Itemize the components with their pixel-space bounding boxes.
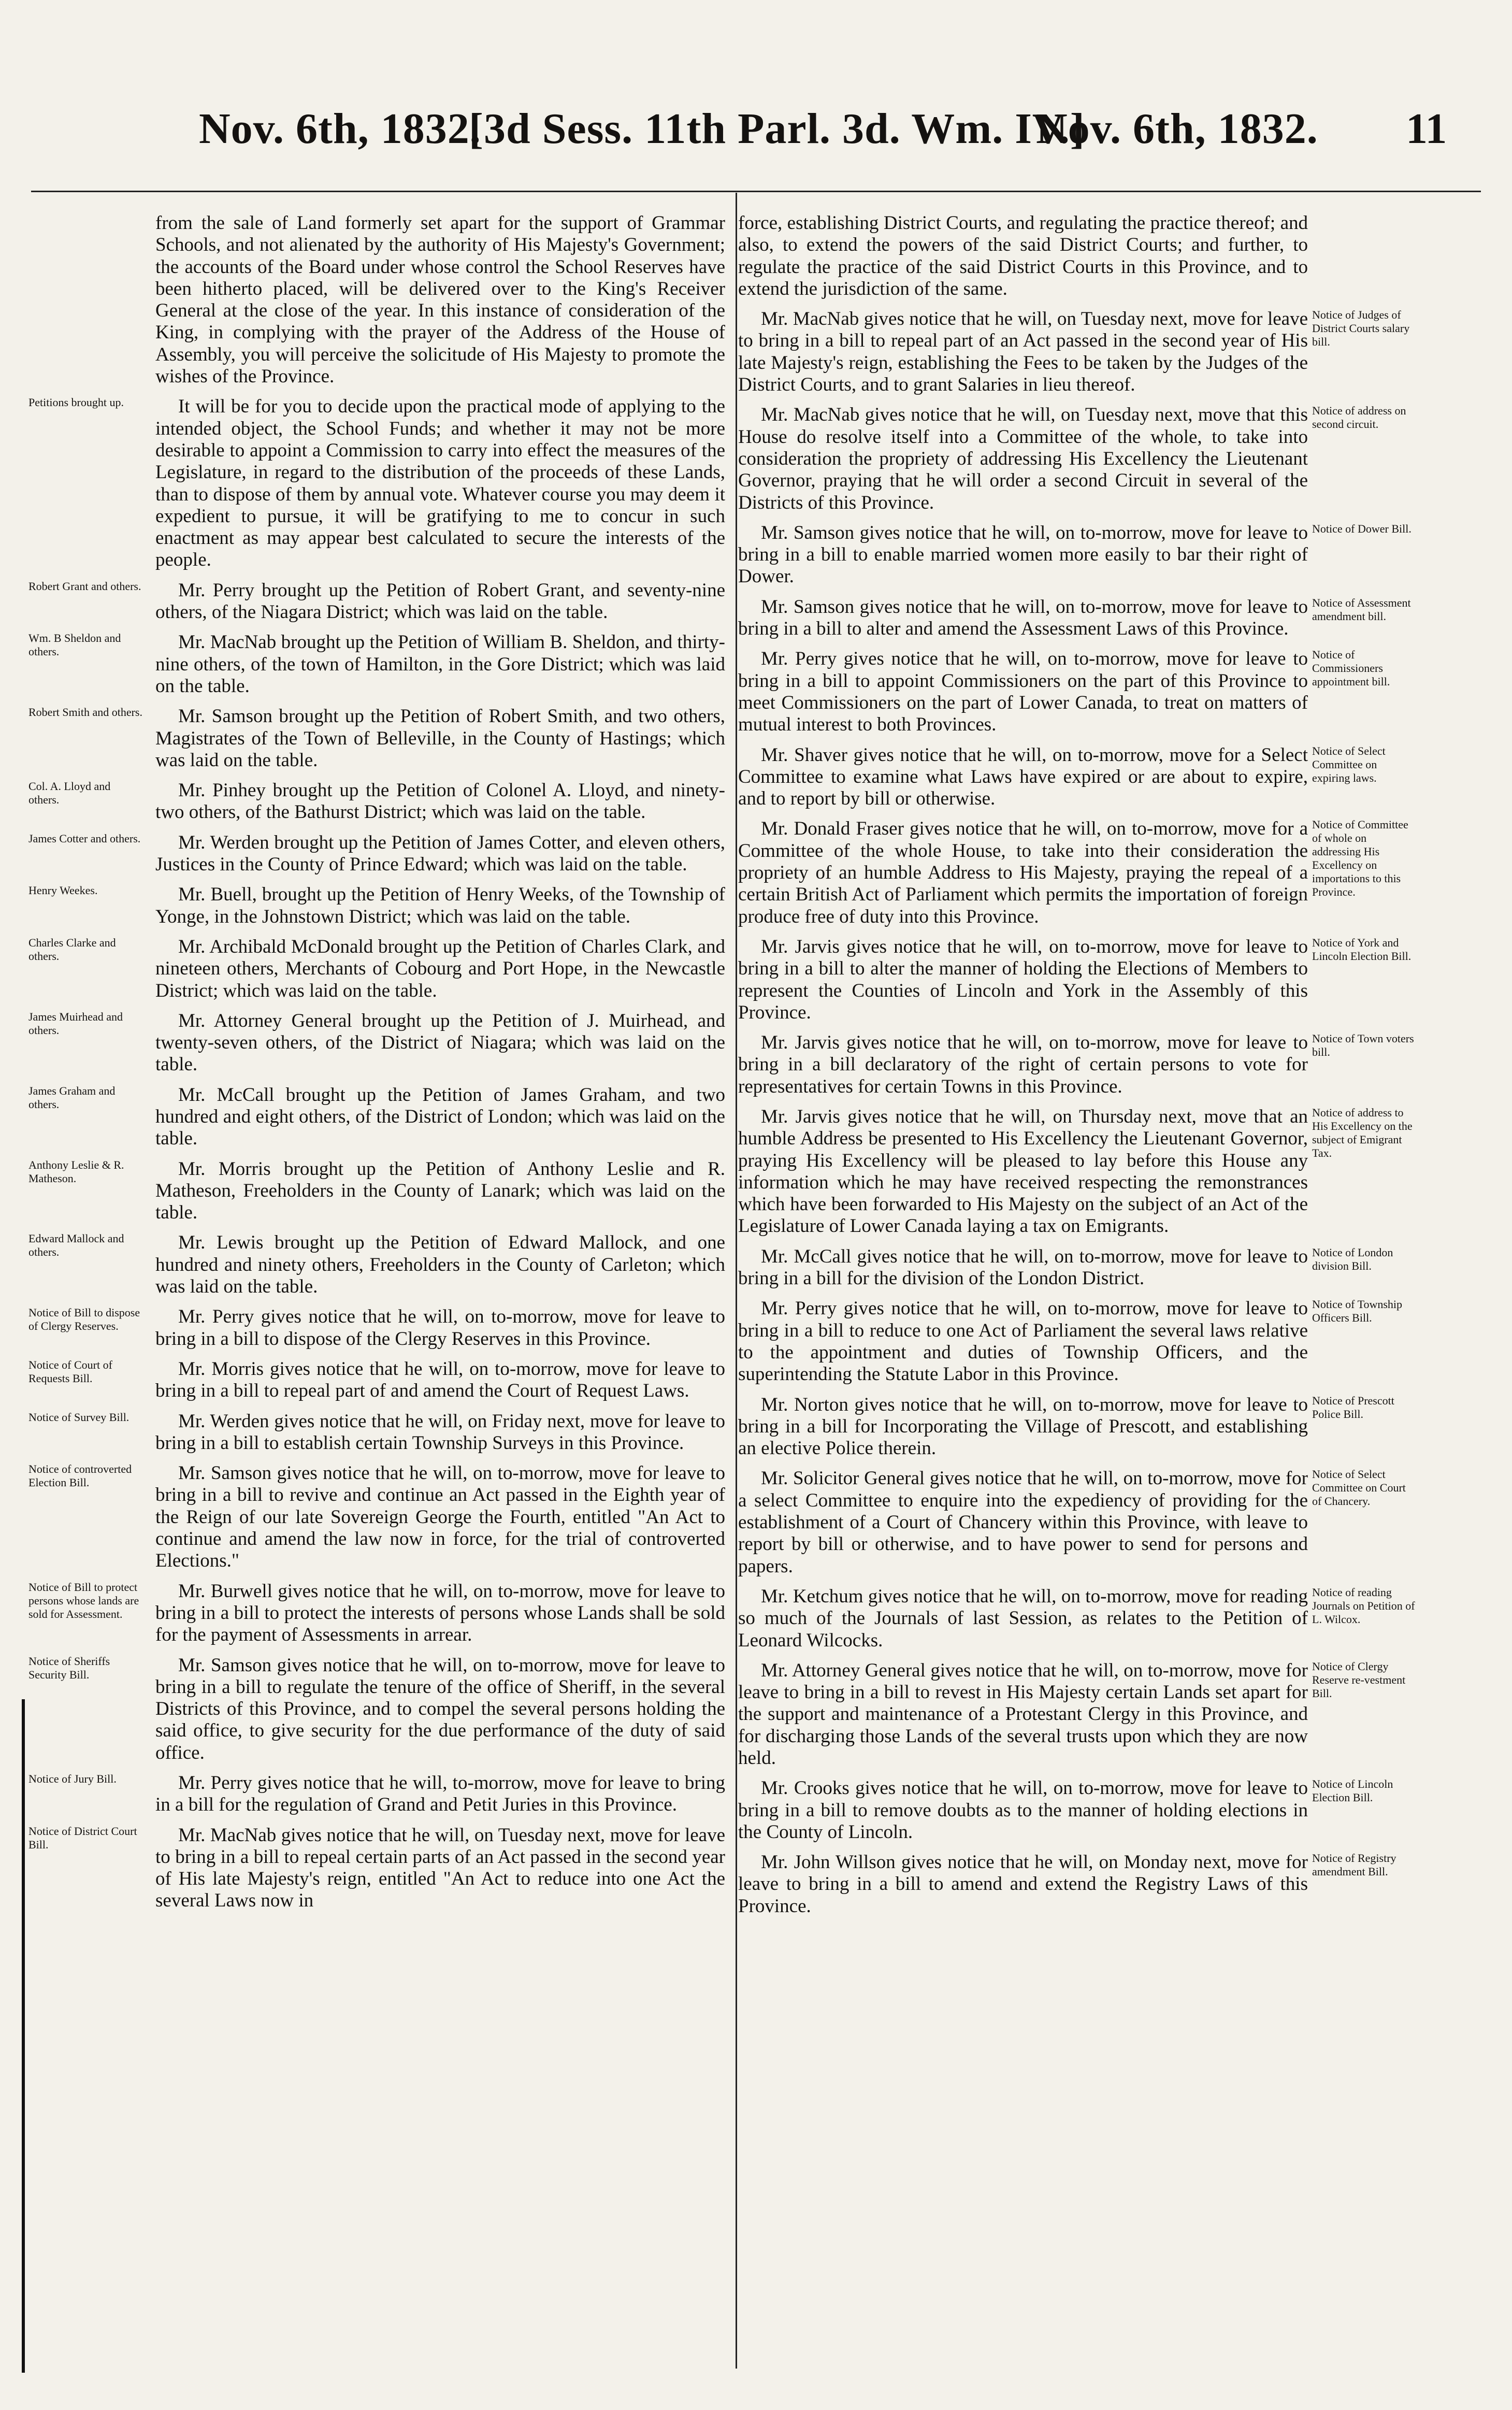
paragraph: [738, 1032, 1414, 1098]
paragraph-text: Mr. MacNab gives notice that he will, on Tuesday next, move for leave to bring in a bill to repeal certain parts of an Act passed in the second year of His late Majesty's reign, entitled "An Act to reduce into one Act the several Laws now in: [155, 1824, 725, 1912]
paragraph-text: Mr. Ketchum gives notice that he will, on to-morrow, move for reading so much of the Journals of last Session, as relates to the Petition of Leonard Wilcocks.: [738, 1585, 1308, 1651]
margin-note: Col. A. Lloyd and others.: [28, 780, 111, 807]
paragraph-text: Mr. Jarvis gives notice that he will, on to-morrow, move for leave to bring in a bill declaratory of the right of certain persons to vote for representatives for certain Towns in this Province.: [738, 1032, 1308, 1097]
column-divider: [736, 193, 737, 2369]
paragraph-text: Mr. Werden gives notice that he will, on Friday next, move for leave to bring in a bill to establish certain Township Surveys in this Province.: [155, 1410, 725, 1454]
margin-note: Notice of Sheriffs Security Bill.: [28, 1654, 110, 1681]
paragraph-text: Mr. Jarvis gives notice that he will, on Thursday next, move that an humble Address be presented to His Excellency the Lieutenant Governor, praying His Excellency will be pleased to lay before this House any information which he may have received respecting the remonstrances which have been forwarded to His Majesty on the subject of an Act of the Legislature of Lower Canada laying a tax on Emigrants.: [738, 1106, 1308, 1237]
paragraph: [28, 936, 725, 1002]
paragraph-text: force, establishing District Courts, and regulating the practice thereof; and also, to extend the powers of the said District Courts; and further, to regulate the practice of the said District Courts in this Province, and to extend the jurisdiction of the same.: [738, 212, 1308, 299]
paragraph-text: Mr. Samson gives notice that he will, on to-morrow, move for leave to bring in a bill to alter and amend the Assessment Laws of this Province.: [738, 596, 1308, 640]
paragraph: [738, 404, 1406, 513]
margin-note: Notice of Town voters bill.: [1312, 1032, 1414, 1059]
paragraph-text: Mr. McCall gives notice that he will, on to-morrow, move for leave to bring in a bill for the division of the London District.: [738, 1245, 1308, 1289]
paragraph: [28, 1654, 725, 1764]
paragraph-text: Mr. Archibald McDonald brought up the Petition of Charles Clark, and nineteen others, Merchants of Cobourg and Port Hope, in the Newcastle District; which was laid on the table.: [155, 936, 725, 1001]
paragraph: [738, 522, 1412, 588]
paragraph: [28, 831, 725, 876]
paragraph: [738, 936, 1412, 1024]
paragraph-text: Mr. MacNab gives notice that he will, on Tuesday next, move that this House do resolve itself into a Committee of the whole, to take into consideration the propriety of addressing His Excellency the Lieutenant Governor, praying that he will order a second Circuit in several of the Districts of this Province.: [738, 404, 1308, 513]
paragraph: [738, 596, 1411, 640]
paragraph-text: Mr. Perry gives notice that he will, on to-morrow, move for leave to bring in a bill to reduce to one Act of Parliament the several laws relative to the appointment and duties of Township Officers, and the superintending the Statute Labor in this Province.: [738, 1298, 1308, 1385]
margin-note: Henry Weekes.: [28, 884, 98, 897]
margin-note: Notice of reading Journals on Petition of L. Wilcox.: [1312, 1585, 1415, 1626]
paragraph: [28, 1772, 725, 1816]
margin-note: Notice of London division Bill.: [1312, 1245, 1393, 1272]
margin-note: Charles Clarke and others.: [28, 936, 116, 963]
margin-note: Notice of Survey Bill.: [28, 1410, 129, 1424]
paragraph: [738, 1585, 1415, 1652]
paragraph: [738, 308, 1410, 396]
paragraph-text: Mr. Werden brought up the Petition of James Cotter, and eleven others, Justices in the County of Prince Edward; which was laid on the table.: [155, 831, 725, 876]
paragraph: [738, 1852, 1396, 1917]
right-column: [738, 212, 1415, 1926]
margin-bar: [22, 1699, 25, 2373]
paragraph: [28, 1306, 725, 1350]
paragraph: [28, 1580, 725, 1646]
margin-note: James Muirhead and others.: [28, 1010, 123, 1037]
paragraph: [28, 1232, 725, 1298]
paragraph-text: Mr. Buell, brought up the Petition of Henry Weeks, of the Township of Yonge, in the Johnstown District; which was laid on the table.: [155, 884, 725, 927]
margin-note: Robert Smith and others.: [28, 706, 142, 719]
margin-note: James Graham and others.: [28, 1084, 116, 1111]
paragraph-text: It will be for you to decide upon the practical mode of applying to the intended object, the School Funds; and whether it may not be more desirable to appoint a Commission to carry into effect the measures of the Legislature, in regard to the distribution of the proceeds of these Lands, than to dispose of them by annual vote. Whatever course you may deem it expedient to pursue, it will be gratifying to me to concur in such enactment as may appear best calculated to secure the interests of the people.: [155, 396, 725, 571]
paragraph: [738, 1468, 1406, 1577]
paragraph: [738, 818, 1408, 927]
paragraph-text: Mr. John Willson gives notice that he will, on Monday next, move for leave to bring in a bill to amend and extend the Registry Laws of this Province.: [738, 1852, 1308, 1917]
margin-note: Notice of Assessment amendment bill.: [1312, 596, 1411, 623]
margin-note: Notice of Committee of whole on addressing His Excellency on importations to this Province.: [1312, 818, 1408, 899]
margin-note: Notice of Clergy Reserve re-vestment Bill.: [1312, 1659, 1406, 1700]
margin-note: Petitions brought up.: [28, 396, 124, 409]
paragraph: [28, 1158, 725, 1224]
paragraph: [738, 212, 1308, 300]
paragraph: [28, 1084, 725, 1150]
paragraph-text: Mr. Burwell gives notice that he will, on to-morrow, move for leave to bring in a bill to protect the interests of persons whose Lands shall be sold for the payment of Assessments in arrear.: [155, 1580, 725, 1646]
margin-note: Notice of Registry amendment Bill.: [1312, 1852, 1396, 1878]
paragraph: [28, 706, 725, 771]
margin-note: Notice of Prescott Police Bill.: [1312, 1394, 1394, 1421]
margin-note: Notice of Bill to protect persons whose lands are sold for Assessment.: [28, 1580, 139, 1620]
margin-note: James Cotter and others.: [28, 831, 141, 845]
margin-note: Notice of address to His Excellency on the subject of Emigrant Tax.: [1312, 1106, 1413, 1159]
margin-note: Notice of Bill to dispose of Clergy Reserves.: [28, 1306, 140, 1333]
paragraph: [28, 632, 725, 697]
paragraph-text: Mr. MacNab brought up the Petition of William B. Sheldon, and thirty-nine others, of the town of Hamilton, in the Gore District; which was laid on the table.: [155, 632, 725, 697]
left-column: [28, 212, 725, 1920]
margin-note: Notice of Commissioners appointment bill.: [1312, 648, 1390, 688]
paragraph-text: Mr. Samson gives notice that he will, on to-morrow, move for leave to bring in a bill to revive and continue an Act passed in the Eighth year of the Reign of our late Sovereign George the Fourth, entitled "An Act to continue and amend the law now in force, for the trial of controverted Elections.": [155, 1462, 725, 1572]
paragraph-text: Mr. Perry brought up the Petition of Robert Grant, and seventy-nine others, of the Niagara District; which was laid on the table.: [155, 579, 725, 623]
paragraph-text: Mr. Morris gives notice that he will, on to-morrow, move for leave to bring in a bill to repeal part of and amend the Court of Request Laws.: [155, 1358, 725, 1402]
paragraph: [28, 1824, 725, 1912]
margin-note: Notice of Township Officers Bill.: [1312, 1298, 1403, 1325]
paragraph: [738, 1298, 1403, 1385]
margin-note: Notice of York and Lincoln Election Bill.: [1312, 936, 1412, 963]
margin-note: Edward Mallock and others.: [28, 1232, 124, 1259]
paragraph-text: from the sale of Land formerly set apart for the support of Grammar Schools, and not alienated by the authority of His Majesty's Government; the accounts of the Board under whose control the School Reserves have been hitherto placed, will be delivered over to the King's Receiver General at the close of the year. In this instance of consideration of the King, in complying with the prayer of the Address of the House of Assembly, you will perceive the solicitude of His Majesty to promote the wishes of the Province.: [155, 212, 725, 388]
header-date-right: Nov. 6th, 1832.: [1036, 105, 1318, 153]
margin-note: Notice of Jury Bill.: [28, 1772, 117, 1785]
margin-note: Wm. B Sheldon and others.: [28, 632, 121, 658]
page-number: 11: [1406, 105, 1447, 153]
paragraph-text: Mr. McCall brought up the Petition of James Graham, and two hundred and eight others, of the District of London; which was laid on the table.: [155, 1084, 725, 1150]
paragraph: [28, 1358, 725, 1402]
paragraph-text: Mr. Donald Fraser gives notice that he will, on to-morrow, move for a Committee of the whole House, to take into their consideration the propriety of an humble Address to His Majesty, praying the repeal of a certain British Act of Parliament which permits the importation of foreign produce free of duty into this Province.: [738, 818, 1308, 927]
header-rule: [31, 191, 1481, 192]
margin-note: Notice of Select Committee on expiring laws.: [1312, 744, 1386, 784]
paragraph-text: Mr. Samson brought up the Petition of Robert Smith, and two others, Magistrates of the Town of Belleville, in the County of Hastings; which was laid on the table.: [155, 706, 725, 771]
paragraph: [155, 212, 725, 388]
paragraph-text: Mr. Perry gives notice that he will, on to-morrow, move for leave to bring in a bill to dispose of the Clergy Reserves in this Province.: [155, 1306, 725, 1350]
paragraph-text: Mr. Attorney General gives notice that he will, on to-morrow, move for leave to bring in a bill to revest in His Majesty certain Lands set apart for the support and maintenance of a Protestant Clergy in this Province, and for discharging those Lands of the several trusts upon which they are now held.: [738, 1659, 1308, 1769]
margin-note: Notice of Select Committee on Court of Chancery.: [1312, 1468, 1406, 1508]
margin-note: Notice of controverted Election Bill.: [28, 1462, 132, 1489]
paragraph-text: Mr. Perry gives notice that he will, to-morrow, move for leave to bring in a bill for the regulation of Grand and Petit Juries in this Province.: [155, 1772, 725, 1816]
paragraph: [738, 1106, 1413, 1238]
paragraph: [738, 1245, 1393, 1290]
margin-note: Robert Grant and others.: [28, 579, 141, 593]
margin-note: Notice of Lincoln Election Bill.: [1312, 1777, 1393, 1804]
paragraph-text: Mr. Pinhey brought up the Petition of Colonel A. Lloyd, and ninety-two others, of the Bathurst District; which was laid on the table.: [155, 780, 725, 823]
paragraph: [28, 1010, 725, 1076]
paragraph-text: Mr. MacNab gives notice that he will, on Tuesday next, move for leave to bring in a bill to repeal part of an Act passed in the second year of His late Majesty's reign, establishing the Fees to be taken by the Judges of the District Courts, and to grant Salaries in lieu thereof.: [738, 308, 1308, 396]
paragraph: [28, 579, 725, 624]
paragraph-text: Mr. Samson gives notice that he will, on to-morrow, move for leave to bring in a bill to enable married women more easily to bar their right of Dower.: [738, 522, 1308, 587]
paragraph-text: Mr. Jarvis gives notice that he will, on to-morrow, move for leave to bring in a bill to alter the manner of holding the Elections of Members to represent the Counties of Lincoln and York in the Assembly of this Province.: [738, 936, 1308, 1023]
paragraph: [738, 648, 1390, 736]
paragraph-text: Mr. Shaver gives notice that he will, on to-morrow, move for a Select Committee to examine what Laws have expired or are about to expire, and to report by bill or otherwise.: [738, 744, 1308, 810]
paragraph-text: Mr. Morris brought up the Petition of Anthony Leslie and R. Matheson, Freeholders in the County of Lanark; which was laid on the table.: [155, 1158, 725, 1224]
paragraph: [28, 884, 725, 928]
margin-note: Notice of Court of Requests Bill.: [28, 1358, 112, 1385]
paragraph: [28, 1462, 725, 1572]
paragraph: [738, 1777, 1393, 1843]
paragraph-text: Mr. Samson gives notice that he will, on to-morrow, move for leave to bring in a bill to regulate the tenure of the office of Sheriff, in the several Districts of this Province, and to compel the several persons holding the said office, to give security for the due performance of the duty of said office.: [155, 1654, 725, 1763]
margin-note: Notice of address on second circuit.: [1312, 404, 1406, 431]
header-session: [3d Sess. 11th Parl. 3d. Wm. IV.]: [469, 105, 1085, 153]
paragraph-text: Mr. Norton gives notice that he will, on to-morrow, move for leave to bring in a bill for Incorporating the Village of Prescott, and establishing an elective Police therein.: [738, 1394, 1308, 1459]
paragraph: [28, 780, 725, 824]
paragraph-text: Mr. Lewis brought up the Petition of Edward Mallock, and one hundred and ninety others, Freeholders in the County of Carleton; which was laid on the table.: [155, 1232, 725, 1298]
header-date-left: Nov. 6th, 1832.: [199, 105, 481, 153]
paragraph: [738, 1659, 1406, 1769]
paragraph: [738, 744, 1386, 810]
paragraph-text: Mr. Perry gives notice that he will, on to-morrow, move for leave to bring in a bill to appoint Commissioners on the part of this Province to meet Commissioners on the part of Lower Canada, to treat on matters of mutual interest to both Provinces.: [738, 648, 1308, 736]
paragraph-text: Mr. Attorney General brought up the Petition of J. Muirhead, and twenty-seven others, of the District of Niagara; which was laid on the table.: [155, 1010, 725, 1075]
margin-note: Notice of District Court Bill.: [28, 1824, 137, 1851]
paragraph-text: Mr. Crooks gives notice that he will, on to-morrow, move for leave to bring in a bill to remove doubts as to the manner of holding elections in the County of Lincoln.: [738, 1777, 1308, 1843]
paragraph-text: Mr. Solicitor General gives notice that he will, on to-morrow, move for a select Committee to enquire into the expediency of providing for the establishment of a Court of Chancery within this Province, with leave to report by bill or otherwise, and to have power to send for persons and papers.: [738, 1468, 1308, 1577]
paragraph: [738, 1394, 1394, 1460]
margin-note: Anthony Leslie & R. Matheson.: [28, 1158, 124, 1185]
paragraph: [28, 1410, 725, 1455]
margin-note: Notice of Judges of District Courts salary bill.: [1312, 308, 1410, 349]
margin-note: Notice of Dower Bill.: [1312, 522, 1412, 535]
paragraph: [28, 396, 725, 571]
